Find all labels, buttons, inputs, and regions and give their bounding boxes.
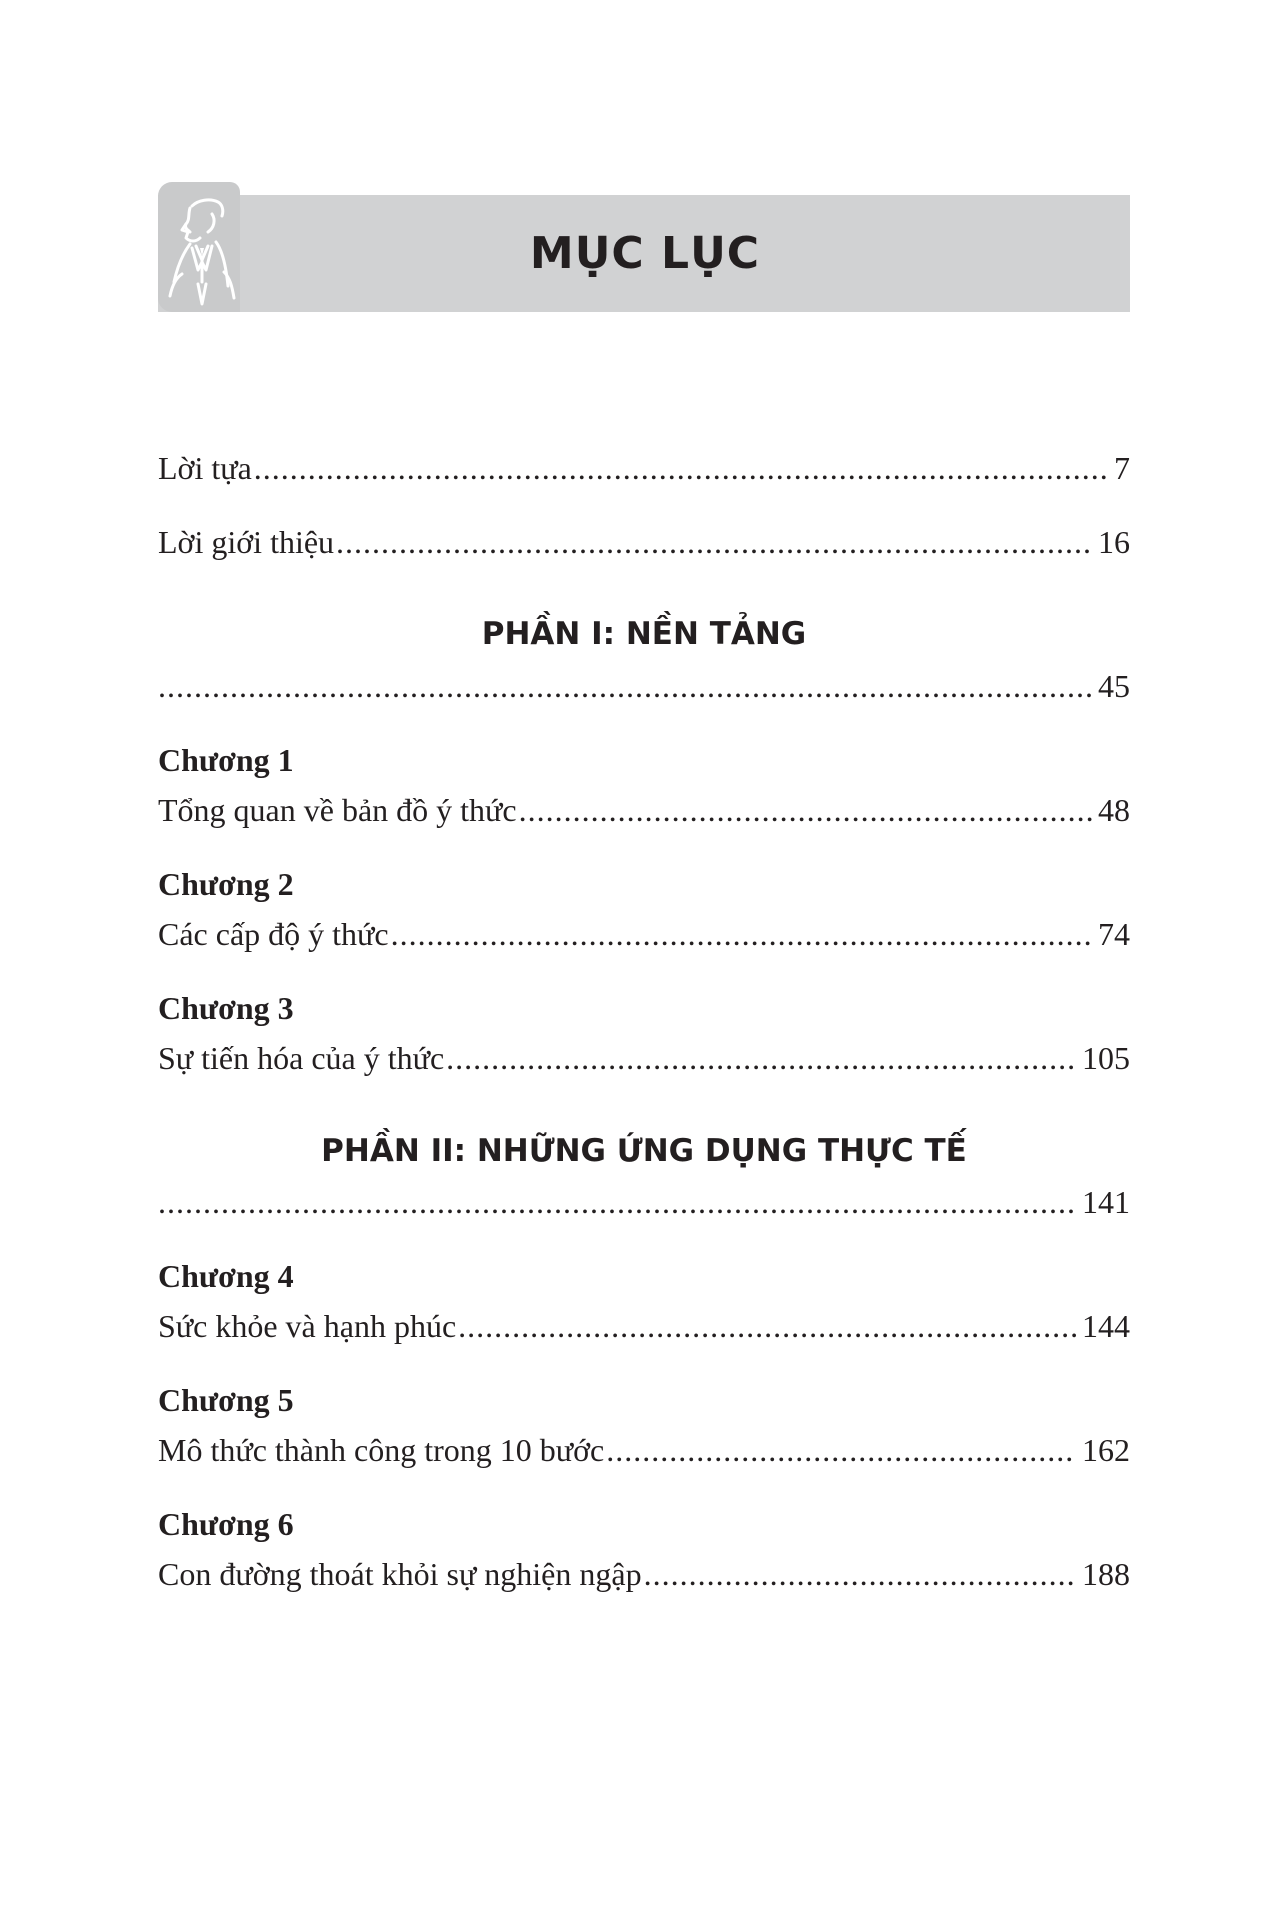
chapter-label: Chương 1 — [158, 742, 294, 778]
chapter-label: Chương 4 — [158, 1258, 294, 1294]
toc-entry-page: 74 — [1098, 916, 1130, 952]
toc-entry-label: Các cấp độ ý thức — [158, 916, 389, 952]
toc-entry-part-2[interactable] — [158, 1180, 1130, 1224]
toc-entry-page: 45 — [1098, 668, 1130, 704]
dot-leader — [644, 1552, 1076, 1596]
toc-entry-label: Sức khỏe và hạnh phúc — [158, 1308, 457, 1344]
chapter-label: Chương 3 — [158, 990, 294, 1026]
dot-leader — [519, 788, 1092, 832]
part-heading-1[interactable]: PHẦN I: NỀN TẢNG — [481, 616, 807, 652]
toc-entry-page: 162 — [1082, 1432, 1130, 1468]
toc-entry-label: Con đường thoát khỏi sự nghiện ngập — [158, 1556, 642, 1592]
toc-entry-chapter-2[interactable] — [158, 912, 1130, 956]
toc-entry-page: 188 — [1082, 1556, 1130, 1592]
toc-entry-label: Mô thức thành công trong 10 bước — [158, 1432, 605, 1468]
chapter-label: Chương 6 — [158, 1506, 294, 1542]
toc-entry-chapter-4[interactable] — [158, 1304, 1130, 1348]
toc-entry-page: 48 — [1098, 792, 1130, 828]
dot-leader — [336, 520, 1092, 564]
dot-leader — [158, 1180, 1076, 1224]
toc-entry-page: 105 — [1082, 1040, 1130, 1076]
part-heading-2[interactable]: PHẦN II: NHỮNG ỨNG DỤNG THỰC TẾ — [321, 1133, 967, 1169]
toc-entry-page: 7 — [1114, 450, 1130, 486]
toc-entry-chapter-5[interactable] — [158, 1428, 1130, 1472]
toc-entry-label: Tổng quan về bản đồ ý thức — [158, 792, 517, 828]
toc-entry-chapter-6[interactable] — [158, 1552, 1130, 1596]
toc-entry-label: Lời giới thiệu — [158, 524, 335, 560]
dot-leader — [458, 1304, 1076, 1348]
toc-entry-chapter-3[interactable] — [158, 1036, 1130, 1080]
chapter-label: Chương 5 — [158, 1382, 294, 1418]
dot-leader — [391, 912, 1092, 956]
toc-entry-part-1[interactable] — [158, 664, 1130, 708]
chapter-label: Chương 2 — [158, 866, 294, 902]
toc-entry-page: 141 — [1082, 1184, 1130, 1220]
man-in-suit-silhouette-icon — [162, 186, 240, 308]
dot-leader — [606, 1428, 1076, 1472]
dot-leader — [446, 1036, 1076, 1080]
dot-leader — [158, 664, 1092, 708]
toc-entry-page: 16 — [1098, 524, 1130, 560]
toc-entry-label: Sự tiến hóa của ý thức — [158, 1040, 445, 1076]
toc-entry-page: 144 — [1082, 1308, 1130, 1344]
page-title: MỤC LỤC — [529, 228, 761, 279]
toc-entry-preface[interactable] — [158, 446, 1130, 490]
toc-entry-chapter-1[interactable] — [158, 788, 1130, 832]
toc-entry-introduction[interactable] — [158, 520, 1130, 564]
toc-entry-label: Lời tựa — [158, 450, 252, 486]
dot-leader — [254, 446, 1108, 490]
